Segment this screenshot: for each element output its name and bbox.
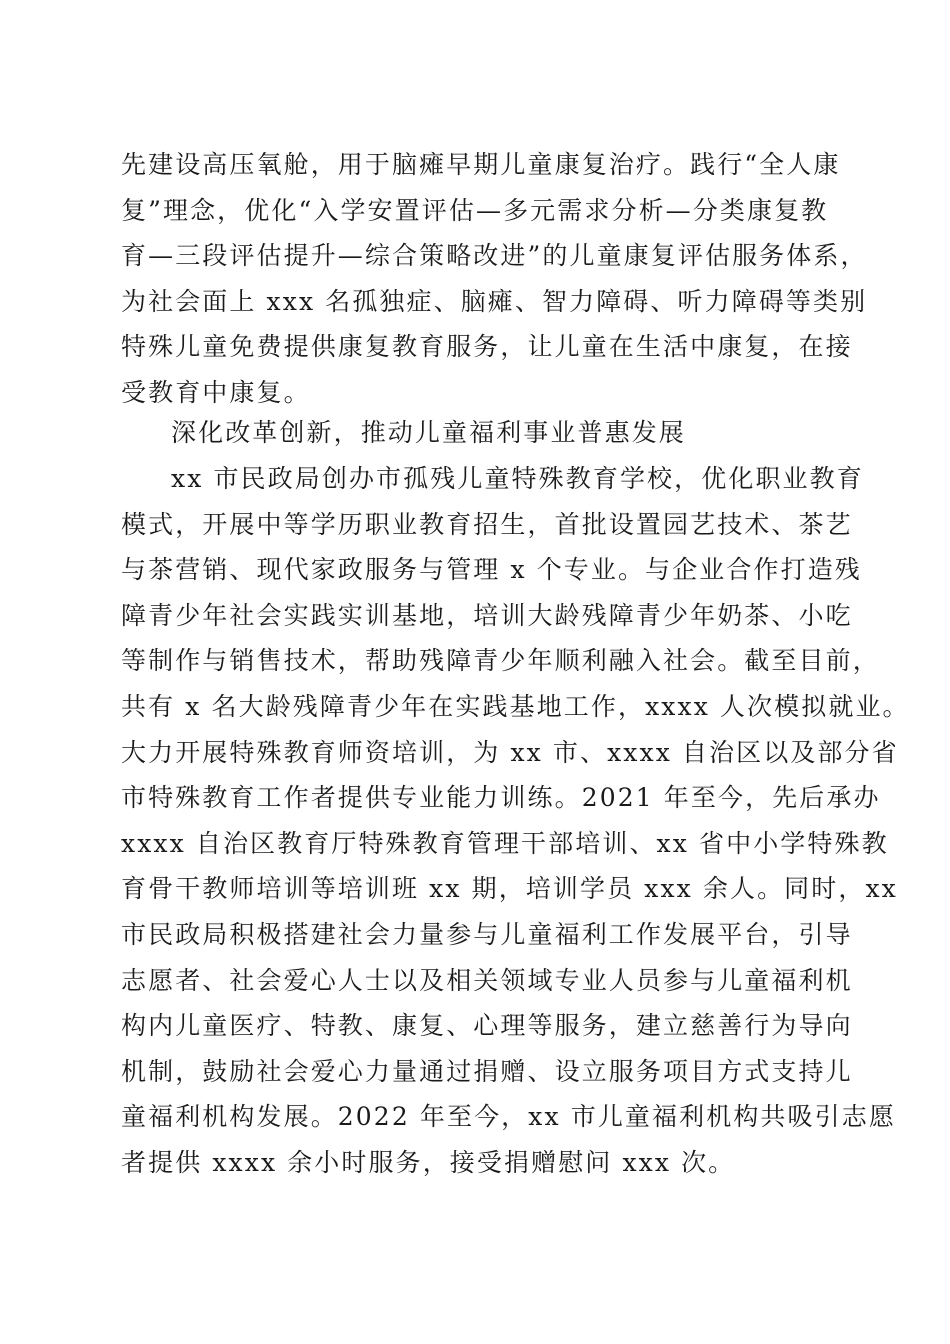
text-line: 育骨干教师培训等培训班 xx 期，培训学员 xxx 余人。同时，xx: [121, 874, 898, 904]
text-line: 志愿者、社会爱心人士以及相关领域专业人员参与儿童福利机: [121, 965, 853, 995]
text-line: 市特殊教育工作者提供专业能力训练。2021 年至今，先后承办: [121, 783, 881, 813]
text-line: 障青少年社会实践实训基地，培训大龄残障青少年奶茶、小吃: [121, 600, 853, 630]
text-line: 受教育中康复。: [121, 377, 311, 407]
text-line: 大力开展特殊教育师资培训，为 xx 市、xxxx 自治区以及部分省: [121, 737, 899, 767]
section-heading-text: 深化改革创新，推动儿童福利事业普惠发展: [171, 418, 686, 447]
text-line: 者提供 xxxx 余小时服务，接受捐赠慰问 xxx 次。: [121, 1147, 736, 1177]
text-line: xxxx 自治区教育厅特殊教育管理干部培训、xx 省中小学特殊教: [121, 828, 889, 858]
text-line: 与茶营销、现代家政服务与管理 x 个专业。与企业合作打造残: [121, 555, 862, 585]
paragraph-reform: [121, 456, 910, 1186]
text-line: 复”理念，优化“入学安置评估—多元需求分析—分类康复教: [121, 195, 829, 225]
paragraph-rehabilitation: [121, 142, 868, 416]
text-line: 育—三段评估提升—综合策略改进”的儿童康复评估服务体系，: [121, 241, 868, 271]
text-line: 特殊儿童免费提供康复教育服务，让儿童在生活中康复，在接: [121, 332, 853, 362]
text-line: 市民政局积极搭建社会力量参与儿童福利工作发展平台，引导: [121, 919, 853, 949]
text-line: 机制，鼓励社会爱心力量通过捐赠、设立服务项目方式支持儿: [121, 1056, 853, 1086]
text-line: 先建设高压氧舱，用于脑瘫早期儿童康复治疗。践行“全人康: [121, 150, 841, 179]
text-line: 构内儿童医疗、特教、康复、心理等服务，建立慈善行为导向: [121, 1011, 853, 1041]
text-line: 等制作与销售技术，帮助残障青少年顺利融入社会。截至目前，: [121, 646, 880, 676]
text-line: xx 市民政局创办市孤残儿童特殊教育学校，优化职业教育: [171, 464, 864, 493]
text-line: 模式，开展中等学历职业教育招生，首批设置园艺技术、茶艺: [121, 509, 853, 539]
text-line: 共有 x 名大龄残障青少年在实践基地工作，xxxx 人次模拟就业。: [121, 691, 910, 721]
text-line: 为社会面上 xxx 名孤独症、脑瘫、智力障碍、听力障碍等类别: [121, 286, 868, 316]
section-heading: [121, 410, 833, 456]
text-line: 童福利机构发展。2022 年至今，xx 市儿童福利机构共吸引志愿: [121, 1102, 896, 1132]
